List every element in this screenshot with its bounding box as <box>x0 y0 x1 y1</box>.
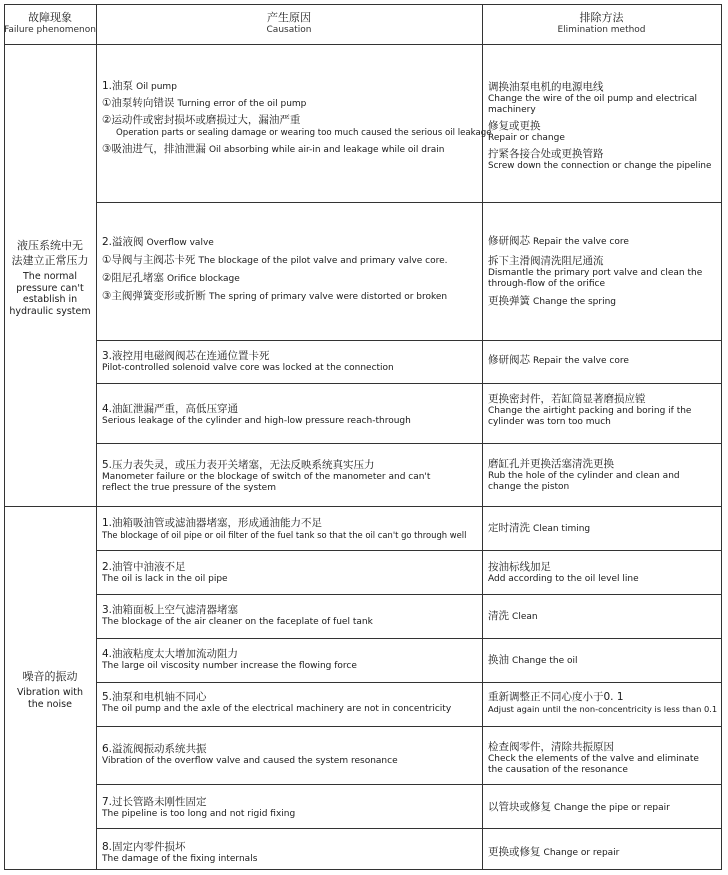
fix-cell-air-cleaner <box>488 610 716 623</box>
header-col2-en: Causation <box>266 25 312 35</box>
cause-en: Manometer failure or the blockage of switch of the manometer and can't reflect the true pressure of the system <box>102 472 431 493</box>
table-border-left <box>4 4 5 870</box>
cause-item-en: Orifice blockage <box>166 274 240 284</box>
header-divider <box>4 44 722 45</box>
header-elimination-method <box>482 4 721 44</box>
header-col1-zh: 故障现象 <box>28 11 72 24</box>
fix-cell-oil-filter <box>488 522 716 535</box>
fix-item-en: Change the spring <box>533 297 616 307</box>
column-divider-1 <box>96 4 97 870</box>
cause-item-en: Oil absorbing while air-in and leakage while oil drain <box>208 145 445 155</box>
failure-noise-en-2: the noise <box>28 698 72 710</box>
cause-cell-cylinder-leakage <box>102 402 480 427</box>
cause-zh: 1.油箱吸油管或滤油器堵塞，形成通油能力不足 <box>102 517 323 529</box>
fix-zh: 以管块或修复 <box>488 801 551 813</box>
fix-zh: 换油 <box>488 654 509 666</box>
row-divider <box>96 828 722 829</box>
cause-en: The damage of the fixing internals <box>102 854 258 864</box>
cause-cell-internals <box>102 840 480 865</box>
failure-pressure-label <box>4 238 96 317</box>
cause-zh: 7.过长管路未刚性固定 <box>102 796 207 808</box>
row-divider <box>96 594 722 595</box>
failure-pressure-en-3: establish in <box>22 294 78 305</box>
cause-item-zh: ③吸油进气，排油泄漏 <box>102 143 206 155</box>
fix-zh: 重新调整正不同心度小于0. 1 <box>488 691 624 703</box>
cause-zh: 4.油液粘度太大增加流动阻力 <box>102 648 239 660</box>
row-divider <box>96 202 722 203</box>
failure-noise-en-1: Vibration with <box>16 687 84 698</box>
fix-item-en: Repair the valve core <box>533 237 629 247</box>
fix-item-zh: 调换油泵电机的电源电线 <box>488 81 604 93</box>
fix-cell-oil-lack <box>488 560 716 585</box>
cause-title-en: Oil pump <box>136 82 177 92</box>
table-border-bottom <box>4 869 722 870</box>
failure-pressure-en-1: The normal <box>23 271 77 282</box>
cause-item-zh: ①导阀与主阀芯卡死 <box>102 254 196 266</box>
fix-item-en: Change the wire of the oil pump and electrical machinery <box>488 94 698 115</box>
cause-cell-air-cleaner <box>102 603 480 628</box>
fix-cell-oil-pump <box>488 80 716 172</box>
cause-en: Serious leakage of the cylinder and high-low pressure reach-through <box>102 416 411 426</box>
fix-zh: 清洗 <box>488 610 509 622</box>
fix-item-zh: 拆下主滑阀清洗阻尼通流 <box>488 255 604 267</box>
fix-zh: 按油标线加足 <box>488 561 551 573</box>
cause-item-zh: ②运动件或密封损坏或磨损过大，漏油严重 <box>102 114 301 126</box>
cause-cell-overflow-valve <box>102 236 480 303</box>
fix-cell-viscosity <box>488 654 716 667</box>
cause-cell-concentricity <box>102 690 480 715</box>
fix-cell-overflow-valve <box>488 235 716 308</box>
cause-cell-viscosity <box>102 647 480 672</box>
row-divider <box>96 550 722 551</box>
fix-en: Check the elements of the valve and eliminate the causation of the resonance <box>488 754 699 775</box>
fix-en: Add according to the oil level line <box>488 574 639 584</box>
cause-item-en: The spring of primary valve were distorted or broken <box>208 292 448 302</box>
fix-zh: 定时清洗 <box>488 522 530 534</box>
cause-en: The oil pump and the axle of the electrical machinery are not in concentricity <box>102 704 452 714</box>
cause-en: The blockage of oil pipe or oil filter of the fuel tank so that the oil can't go through well <box>102 530 467 540</box>
cause-en: The oil is lack in the oil pipe <box>102 574 228 584</box>
cause-zh: 3.液控用电磁阀阀芯在连通位置卡死 <box>102 350 270 362</box>
cause-item-zh: ①油泵转向错误 <box>102 97 175 109</box>
cause-zh: 2.油管中油液不足 <box>102 561 186 573</box>
header-col3-zh: 排除方法 <box>579 11 624 24</box>
cause-en: The blockage of the air cleaner on the faceplate of fuel tank <box>102 617 373 627</box>
fix-cell-pipeline <box>488 801 716 814</box>
fix-zh: 检查阀零件，清除共振原因 <box>488 741 614 753</box>
fix-item-en: Repair or change <box>488 133 565 143</box>
cause-cell-solenoid-valve <box>102 349 480 374</box>
row-divider <box>96 682 722 683</box>
failure-pressure-zh-1: 液压系统中无 <box>17 239 83 252</box>
cause-cell-oil-lack <box>102 560 480 585</box>
fix-cell-internals <box>488 846 716 859</box>
cause-zh: 3.油箱面板上空气滤清器堵塞 <box>102 604 239 616</box>
cause-title-zh: 1.油泵 <box>102 80 134 92</box>
fix-cell-cylinder-leakage <box>488 392 716 428</box>
failure-pressure-en-4: hydraulic system <box>9 305 91 317</box>
cause-title-zh: 2.溢液阀 <box>102 236 144 248</box>
cause-item-zh: ②阻尼孔堵塞 <box>102 272 164 284</box>
fix-en: Clean timing <box>533 524 591 534</box>
fix-cell-solenoid-valve <box>488 354 716 367</box>
fix-en: Rub the hole of the cylinder and clean and change the piston <box>488 471 680 492</box>
fix-zh: 磨缸孔并更换活塞清洗更换 <box>488 458 614 470</box>
row-divider <box>96 383 722 384</box>
table-border-right <box>721 4 722 870</box>
cause-item-zh: ③主阀弹簧变形或折断 <box>102 290 206 302</box>
fix-en: Adjust again until the non-concentricity is less than 0.1 <box>488 704 718 714</box>
fix-en: Clean <box>512 612 538 622</box>
cause-item-en: Operation parts or sealing damage or wearing too much caused the serious oil leakage <box>116 128 492 138</box>
fix-item-en: Dismantle the primary port valve and clean the through-flow of the orifice <box>488 268 703 289</box>
header-causation <box>96 4 482 44</box>
fix-zh: 更换密封件，若缸筒显著磨损应镗 <box>488 393 646 405</box>
cause-zh: 5.油泵和电机轴不同心 <box>102 691 207 703</box>
failure-pressure-en-2: pressure can't <box>16 282 84 294</box>
fix-cell-resonance <box>488 740 716 776</box>
failure-noise-label <box>4 669 96 710</box>
cause-en: The large oil viscosity number increase the flowing force <box>102 661 357 671</box>
fix-zh: 修研阀芯 <box>488 354 530 366</box>
fix-item-zh: 修研阀芯 <box>488 235 530 247</box>
fix-en: Change or repair <box>543 848 620 858</box>
fix-en: Change the oil <box>512 656 578 666</box>
failure-pressure-zh-2: 法建立正常压力 <box>11 254 89 267</box>
cause-item-en: Turning error of the oil pump <box>177 99 307 109</box>
cause-cell-pipeline <box>102 795 480 820</box>
cause-en: Pilot-controlled solenoid valve core was locked at the connection <box>102 363 394 373</box>
header-col2-zh: 产生原因 <box>267 11 311 24</box>
fix-item-zh: 更换弹簧 <box>488 295 530 307</box>
row-divider <box>96 726 722 727</box>
fix-cell-manometer <box>488 457 716 493</box>
cause-cell-resonance <box>102 742 480 767</box>
row-divider <box>96 784 722 785</box>
fix-item-zh: 修复或更换 <box>488 120 541 132</box>
cause-zh: 6.溢流阀振动系统共振 <box>102 743 207 755</box>
header-col1-en: Failure phenomenon <box>4 25 96 35</box>
cause-cell-manometer <box>102 458 480 494</box>
fix-zh: 更换或修复 <box>488 846 541 858</box>
cause-en: The pipeline is too long and not rigid fixing <box>102 809 296 819</box>
header-col3-en: Elimination method <box>557 25 646 35</box>
cause-item-en: The blockage of the pilot valve and primary valve core. <box>198 256 448 266</box>
cause-cell-oil-filter <box>102 516 480 541</box>
cause-zh: 5.压力表失灵，或压力表开关堵塞，无法反映系统真实压力 <box>102 459 375 471</box>
cause-cell-oil-pump <box>102 80 492 156</box>
cause-zh: 8.固定内零件损坏 <box>102 841 186 853</box>
row-divider <box>96 443 722 444</box>
row-divider <box>96 340 722 341</box>
cause-en: Vibration of the overflow valve and caused the system resonance <box>102 756 398 766</box>
fix-item-zh: 拧紧各接合处或更换管路 <box>488 148 604 160</box>
group-divider <box>4 506 722 507</box>
fix-cell-concentricity <box>488 690 718 715</box>
cause-title-en: Overflow valve <box>146 238 214 248</box>
row-divider <box>96 638 722 639</box>
fix-en: Change the airtight packing and boring if the cylinder was torn too much <box>488 406 692 427</box>
fix-item-en: Screw down the connection or change the pipeline <box>488 161 712 171</box>
fix-en: Repair the valve core <box>533 356 629 366</box>
failure-noise-zh: 噪音的振动 <box>22 670 78 683</box>
cause-zh: 4.油缸泄漏严重，高低压穿通 <box>102 403 239 415</box>
header-failure-phenomenon <box>4 4 96 44</box>
fix-en: Change the pipe or repair <box>554 803 670 813</box>
